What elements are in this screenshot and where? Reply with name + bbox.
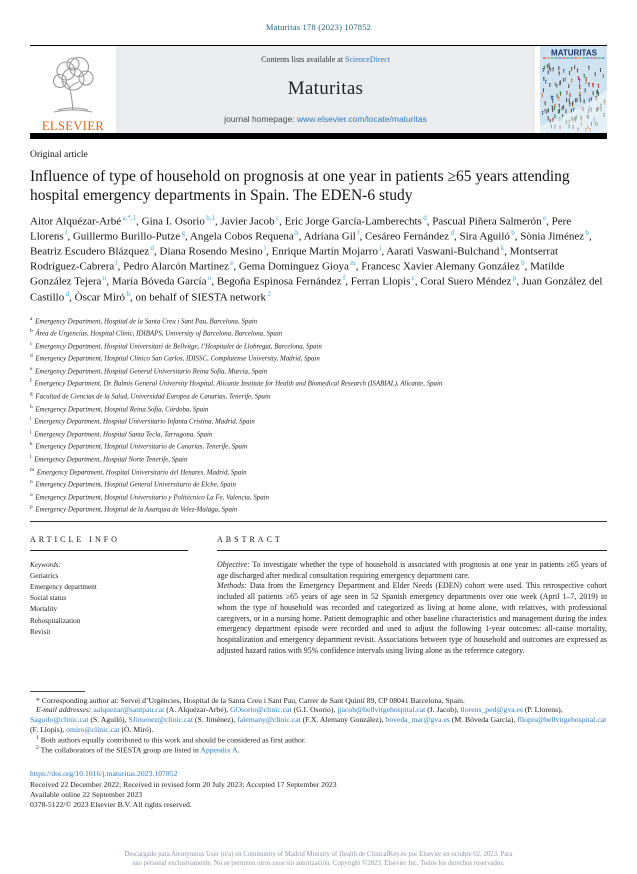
affiliation-label: g	[30, 391, 33, 398]
abstract-body	[217, 560, 607, 657]
affiliation-line	[30, 428, 607, 441]
corresponding-marker: *	[36, 695, 40, 705]
author-name: Javier Jacob	[220, 215, 275, 228]
author-affiliation-sup: o	[206, 274, 212, 283]
author-name: Coral Suero Méndez	[420, 276, 512, 289]
affiliation-label: j	[30, 428, 32, 435]
elsevier-logo[interactable]	[30, 46, 116, 133]
author-name: Matilde González Tejera	[30, 261, 565, 289]
keyword-item: Mortality	[30, 605, 58, 614]
affiliation-line	[30, 315, 607, 328]
email-link[interactable]: fllopis@bellvitgehospital.cat	[517, 715, 607, 725]
author-affiliation-sup: e	[228, 259, 234, 268]
doi-link[interactable]: https://doi.org/10.1016/j.maturitas.2023.107852	[30, 769, 178, 779]
affiliation-text: Emergency Department, Dr. Balmis General University Hospital, Alicante Institute for Health and Biomedical Research (ISABIAL), Alicante, Spain	[32, 380, 443, 388]
keywords-label: Keywords:	[30, 560, 61, 569]
email-link[interactable]: boveda_mar@gva.es	[385, 715, 450, 725]
author-name: Beatriz Escudero Blázquez	[30, 245, 150, 258]
email-link[interactable]: jjacob@bellvitgehospital.cat	[337, 705, 426, 715]
affiliation-line	[30, 478, 607, 491]
affiliation-line	[30, 415, 607, 428]
keyword-item: Geriatrics	[30, 571, 59, 580]
author-list: Aitor Alquézar-Arbé $^{a,*,1}$, Gina I. Osorio $^{b,1}$, Javier Jacob $^c$, Eric Jorge García-Lamberechts $^d$, Pascual Piñera Salmerón $^e$, Pere Llorens $^f$, Guillermo Burillo-Putze $^g$, Angela Cobos Requena $^h$, Adriana Gil $^f$, Cesáreo Fernández $^d$, Sira Aguiló $^b$, Sònia Jiménez $^b$, Beatriz Escudero Blázquez $^d$, Diana Rosendo Mesino $^i$, Enrique Martín Mojarro $^j$, Aarati Vaswani-Bulchand $^k$, Montserrat Rodríguez-Cabrera $^l$, Pedro Alarcón Martínez $^e$, Gema Dominguez Gioya $^m$, Francesc Xavier Alemany González $^b$, Matilde González Tejera $^n$, María Bóveda García $^o$, Begoña Espinosa Fernández $^f$, Ferran Llopis $^c$, Coral Suero Méndez $^p$, Juan González del Castillo $^d$, Òscar Miró $^b$, on behalf of SIESTA network $^2$	[30, 214, 603, 304]
affiliation-line	[30, 440, 607, 453]
abstract-section: Methods: Data from the Emergency Department and Elder Needs (EDEN) cohort were used. This retrospective cohort included all patients ≥65 years of age seen in 52 Spanish emergency departments over one week (April 1–7, 2019) in whom the type of household was recorded and categorized as living at home alone, with relatives, with professional caregivers, or in a nursing home. Patient demographic and other baseline characteristics and management during the index emergency department episode were recorded and used to adjust the following 1-year outcomes: all-cause mortality, hospitalization and emergency department revisit. Associations between type of household and outcomes are expressed as adjusted hazard ratios with 95% confidence intervals using living alone as the reference category.	[217, 581, 607, 655]
sciencedirect-link[interactable]: ScienceDirect	[345, 55, 390, 64]
journal-cover-thumbnail[interactable]	[540, 46, 607, 133]
author-name: Aarati Vaswani-Bulchand	[386, 245, 500, 258]
abstract-section-label: Objective:	[217, 559, 253, 569]
author-affiliation-sup: b	[519, 259, 525, 268]
affiliation-text: Facultad de Ciencias de la Salud, Universidad Europea de Canarias, Tenerife, Spain	[33, 393, 271, 401]
article-type-label: Original article	[30, 150, 88, 160]
article-info-heading-rule	[30, 550, 188, 551]
footnote-rule	[30, 691, 85, 692]
affiliation-line	[30, 327, 607, 340]
masthead	[30, 45, 607, 139]
svg-text:MATURITAS: MATURITAS	[551, 48, 597, 58]
authors-suffix: , on behalf of SIESTA network	[129, 291, 266, 304]
author-affiliation-sup: e	[541, 214, 547, 223]
journal-cover-art	[540, 46, 607, 133]
journal-name: Maturitas	[287, 78, 364, 99]
author-name: Eric Jorge García-Lamberechts	[284, 215, 422, 228]
author-affiliation-sup: b	[584, 229, 590, 238]
section-divider-rule	[30, 521, 607, 522]
affiliation-text: Emergency Department, Hospital Universitario y Politécnico La Fe, Valencia, Spain	[33, 493, 270, 501]
elsevier-wordmark: ELSEVIER	[41, 118, 105, 133]
affiliation-text: Emergency Department, Hospital Clínico San Carlos, IDISSC, Complutense University, Madrid, Spain	[33, 355, 320, 363]
received-dates: Received 22 December 2022; Received in revised form 20 July 2023; Accepted 17 September 2023	[30, 779, 337, 789]
footnote-2	[30, 745, 607, 755]
download-banner-line1: Descargado para Anonymous User (n/a) en Community of Madrid Ministry of Health de ClinicalKey.es por Elsevier en octubre 02, 2023. Para	[124, 851, 513, 859]
author-name: Pascual Piñera Salmerón	[432, 215, 542, 228]
author-affiliation-sup: f	[63, 229, 68, 238]
affiliation-line	[30, 503, 607, 516]
footnote-2-text: The collaborators of the SIESTA group are listed in	[40, 745, 201, 755]
affiliation-label: a	[30, 315, 33, 322]
affiliation-line	[30, 365, 607, 378]
email-addresses-label: E-mail addresses:	[36, 705, 94, 715]
affiliation-line	[30, 466, 607, 479]
author-affiliation-sup: l	[114, 259, 118, 268]
email-addresses-line: E-mail addresses: aalquezar@santpau.cat (A. Alquézar-Arbé), GOsorio@clinic.cat (G.I. Osorio), jjacob@bellvitgehospital.cat (J. Jacob), llorens_ped@gva.es (P. Llorens), Saguilo@clinic.cat (S. Aguiló), SJimenez@clinic.cat (S. Jiménez), falemany@clinic.cat (F.X. Alemany González), boveda_mar@gva.es (M. Bóveda García), fllopis@bellvitgehospital.cat (F. Llopis), omiro@clinic.cat (Ò. Miró).	[30, 705, 607, 734]
affiliation-label: k	[30, 441, 33, 448]
corresponding-text: Corresponding author at: Servei d’Urgències, Hospital de la Santa Creu i Sant Pau, Carrer de Sant Quintí 89, CP 08041 Barcelona, Spain.	[41, 695, 465, 705]
author-affiliation-sup: d	[421, 214, 427, 223]
affiliation-line	[30, 403, 607, 416]
journal-homepage-link[interactable]: www.elsevier.com/locate/maturitas	[296, 114, 427, 124]
author-affiliation-sup: c	[274, 214, 280, 223]
author-affiliation-sup: b	[125, 289, 130, 298]
affiliation-label: p	[30, 504, 33, 511]
journal-citation: Maturitas 178 (2023) 107852	[265, 22, 372, 32]
affiliation-line	[30, 377, 607, 390]
email-link[interactable]: llorens_ped@gva.es	[460, 705, 523, 715]
abstract-heading: ABSTRACT	[217, 534, 283, 544]
affiliation-label: e	[30, 365, 33, 372]
author-affiliation-sup: c	[410, 274, 415, 283]
affiliation-label: b	[30, 328, 33, 335]
author-affiliation-sup: f	[341, 274, 346, 283]
affiliation-text: Emergency Department, Hospital de la Santa Creu i Sant Pau, Barcelona, Spain	[33, 317, 258, 325]
author-name: Sira Aguiló	[459, 230, 510, 243]
footnote-2-period: .	[237, 745, 240, 755]
affiliation-text: Emergency Department, Hospital Norte Tenerife, Spain	[32, 456, 188, 464]
author-name: Pedro Alarcón Martínez	[123, 261, 229, 274]
author-name: Ferran Llopis	[350, 276, 411, 289]
affiliation-text: Emergency Department, Hospital Universitario de Canarias, Tenerife, Spain	[33, 443, 248, 451]
author-affiliation-sup: d	[149, 244, 155, 253]
affiliation-text: Área de Urgencias, Hospital Clínic, IDIBAPS, University of Barcelona, Barcelona, Spain	[33, 330, 283, 338]
author-name: Sònia Jiménez	[520, 230, 585, 243]
affiliation-label: l	[30, 453, 32, 460]
footnote-2-marker: 2	[36, 745, 39, 752]
affiliation-label: h	[30, 403, 33, 410]
author-name: Pere Llorens	[30, 215, 572, 243]
author-affiliation-sup: n	[101, 274, 107, 283]
affiliation-line	[30, 491, 607, 504]
affiliation-list	[30, 315, 607, 516]
affiliation-label: m	[30, 466, 35, 473]
abstract-column	[217, 535, 607, 657]
affiliation-label: o	[30, 491, 33, 498]
article-info-heading: ARTICLE INFO	[30, 534, 120, 544]
author-name: Enrique Martín Mojarro	[271, 245, 378, 258]
affiliation-line	[30, 340, 607, 353]
affiliation-label: i	[30, 416, 32, 423]
affiliation-line	[30, 352, 607, 365]
footnote-1-marker: 1	[36, 734, 39, 741]
author-name: Guillermo Burillo-Putze	[72, 230, 181, 243]
affiliation-line	[30, 453, 607, 466]
masthead-center-box	[116, 46, 535, 133]
author-affiliation-sup: m	[348, 259, 356, 268]
author-name: Juan González del Castillo	[30, 276, 603, 304]
author-affiliation-sup: d	[449, 229, 454, 238]
author-name: Diana Rosendo Mesino	[159, 245, 263, 258]
author-name: Gina I. Osorio	[141, 215, 205, 228]
email-link[interactable]: Saguilo@clinic.cat	[30, 715, 89, 725]
email-link[interactable]: falemany@clinic.cat	[237, 715, 301, 725]
keyword-item: Social status	[30, 594, 67, 603]
footnote-1	[30, 735, 607, 745]
author-name: María Bóveda García	[111, 276, 207, 289]
masthead-bottom-bar	[30, 133, 607, 139]
email-link[interactable]: aalquezar@santpau.cat	[93, 705, 165, 715]
affiliation-text: Emergency Department, Hospital General Universitario Reina Sofía, Murcia, Spain	[33, 368, 268, 376]
affiliation-label: f	[30, 378, 32, 385]
affiliation-text: Emergency Department, Hospital Universitario del Henares, Madrid, Spain	[35, 468, 247, 476]
keyword-item: Rehospitalization	[30, 616, 81, 625]
author-affiliation-sup: i	[262, 244, 267, 253]
affiliation-text: Emergency Department, Hospital Santa Tecla, Tarragona, Spain	[32, 431, 213, 439]
footnotes	[30, 696, 607, 756]
author-affiliation-sup: h	[293, 229, 299, 238]
author-affiliation-sup: p	[511, 274, 517, 283]
author-name: Aitor Alquézar-Arbé	[30, 215, 122, 228]
authors-suffix-sup: 2	[265, 289, 271, 298]
affiliation-text: Emergency Department, Hospital Reina Sofía, Córdoba, Spain	[33, 405, 209, 413]
publication-info	[30, 769, 607, 810]
keywords-list	[30, 571, 188, 638]
author-name: Adriana Gil	[303, 230, 356, 243]
affiliation-line	[30, 390, 607, 403]
homepage-prefix: journal homepage:	[224, 114, 297, 124]
author-name: Cesáreo Fernández	[365, 230, 450, 243]
author-name: Òscar Miró	[74, 291, 126, 304]
author-name: Gema Dominguez Gioya	[238, 261, 349, 274]
affiliation-text: Emergency Department, Hospital General Universitario de Elche, Spain	[33, 481, 236, 489]
contents-line	[120, 55, 531, 64]
abstract-section-label: Methods:	[217, 581, 250, 591]
author-affiliation-sup: g	[180, 229, 185, 238]
author-affiliation-sup: d	[64, 289, 70, 298]
author-affiliation-sup: b	[509, 229, 515, 238]
email-link[interactable]: SJimenez@clinic.cat	[128, 715, 193, 725]
keyword-item: Revisit	[30, 627, 51, 636]
appendix-a-link[interactable]: Appendix A	[200, 745, 238, 755]
corresponding-author-note	[30, 696, 607, 706]
email-link[interactable]: omiro@clinic.cat	[66, 724, 120, 734]
abstract-section: Objective: To investigate whether the type of household is associated with prognosis at one year in patients ≥65 years of age discharged after medical consultation requiring emergency department care.	[217, 559, 607, 580]
affiliation-text: Emergency Department, Hospital Universitari de Bellvitge, l’Hospitalet de Llobregat, Barcelona, Spain	[33, 343, 322, 351]
homepage-line	[120, 114, 531, 124]
author-affiliation-sup: b,1	[204, 214, 216, 223]
download-banner	[0, 851, 637, 868]
author-affiliation-sup: k	[499, 244, 505, 253]
affiliation-label: d	[30, 353, 33, 360]
elsevier-tree-icon	[44, 52, 102, 119]
affiliation-text: Emergency Department, Hospital Universitario Infanta Cristina, Madrid, Spain	[32, 418, 255, 426]
author-name: Begoña Espinosa Fernández	[216, 276, 342, 289]
affiliation-label: c	[30, 340, 33, 347]
download-banner-line2: uso personal exclusivamente. No se permiten otros usos sin autorización. Copyright ©2023. Elsevier Inc. Todos los derechos reservados.	[132, 859, 505, 867]
article-info-column	[30, 535, 188, 657]
author-affiliation-sup: f	[355, 229, 360, 238]
issn-copyright: 0378-5122/© 2023 Elsevier B.V. All rights reserved.	[30, 800, 192, 810]
contents-prefix: Contents lists available at	[261, 55, 346, 64]
author-affiliation-sup: a,*,1	[121, 214, 137, 223]
author-name: Montserrat Rodríguez-Cabrera	[30, 245, 559, 274]
article-title: Influence of type of household on prognosis at one year in patients ≥65 years attending hospital emergency departments in Spain. The EDEN-6 study	[30, 168, 570, 204]
keyword-item: Emergency department	[30, 583, 97, 592]
affiliation-label: n	[30, 479, 33, 486]
author-affiliation-sup: j	[377, 244, 382, 253]
author-name: Angela Cobos Requena	[189, 230, 294, 243]
available-online: Available online 22 September 2023	[30, 789, 143, 799]
author-name: Francesc Xavier Alemany González	[361, 261, 520, 274]
affiliation-text: Emergency Department, Hospital de la Axarquía de Velez-Malaga, Spain	[33, 506, 238, 514]
email-link[interactable]: GOsorio@clinic.cat	[230, 705, 292, 715]
abstract-heading-rule	[217, 550, 607, 551]
footnote-1-text: Both authors equally contributed to this work and should be considered as first author.	[40, 735, 306, 745]
